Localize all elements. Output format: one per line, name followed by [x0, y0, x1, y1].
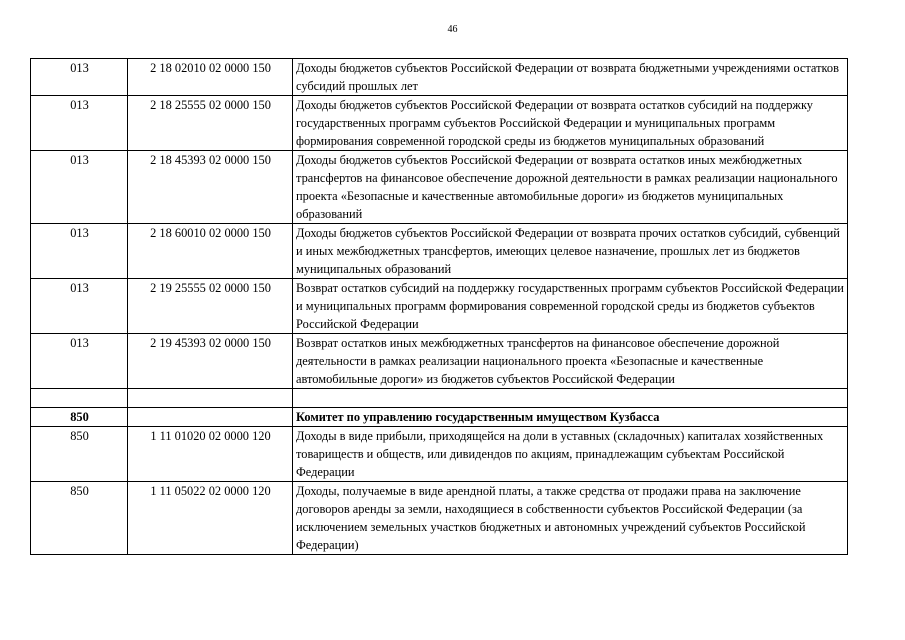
- blank-cell: [293, 389, 848, 408]
- section-title-cell: Комитет по управлению государственным имуществом Кузбасса: [293, 408, 848, 427]
- budget-code-cell: [128, 408, 293, 427]
- admin-code-cell: 850: [31, 427, 128, 482]
- admin-code-cell: 013: [31, 151, 128, 224]
- table-row: [31, 224, 848, 279]
- table-row: [31, 427, 848, 482]
- budget-code-cell: 1 11 01020 02 0000 120: [128, 427, 293, 482]
- admin-code-cell: 013: [31, 59, 128, 96]
- admin-code-cell: 013: [31, 224, 128, 279]
- admin-code-cell: 850: [31, 482, 128, 555]
- budget-code-cell: 1 11 05022 02 0000 120: [128, 482, 293, 555]
- section-header-row: [31, 408, 848, 427]
- table-row: [31, 96, 848, 151]
- revenue-name-cell: Доходы бюджетов субъектов Российской Федерации от возврата остатков иных межбюджетных трансфертов на финансовое обеспечение дорожной деятельности в рамках реализации национального проекта «Безопасные и качественные автомобильные дороги» из бюджетов муниципальных образований: [293, 151, 848, 224]
- revenue-name-cell: Возврат остатков иных межбюджетных трансфертов на финансовое обеспечение дорожной деятельности в рамках реализации национального проекта «Безопасные и качественные автомобильные дороги» из бюджетов субъектов Российской Федерации: [293, 334, 848, 389]
- blank-cell: [31, 389, 128, 408]
- admin-code-cell: 850: [31, 408, 128, 427]
- table-row: [31, 334, 848, 389]
- budget-code-cell: 2 18 45393 02 0000 150: [128, 151, 293, 224]
- table-row: [31, 482, 848, 555]
- revenue-classification-table: [30, 58, 848, 555]
- page-number: 46: [447, 24, 458, 35]
- budget-code-cell: 2 18 02010 02 0000 150: [128, 59, 293, 96]
- revenue-name-cell: Доходы, получаемые в виде арендной платы, а также средства от продажи права на заключение договоров аренды за земли, находящиеся в собственности субъектов Российской Федерации (за исключением земельных участков бюджетных и автономных учреждений субъектов Российской Федерации): [293, 482, 848, 555]
- table-row: [31, 151, 848, 224]
- table-blank-row: [31, 389, 848, 408]
- revenue-name-cell: Доходы бюджетов субъектов Российской Федерации от возврата остатков субсидий на поддержку государственных программ субъектов Российской Федерации и муниципальных программ формирования современной городской среды из бюджетов муниципальных образований: [293, 96, 848, 151]
- budget-code-cell: 2 19 45393 02 0000 150: [128, 334, 293, 389]
- revenue-name-cell: Доходы в виде прибыли, приходящейся на доли в уставных (складочных) капиталах хозяйственных товариществ и обществ, или дивидендов по акциям, принадлежащим субъектам Российской Федерации: [293, 427, 848, 482]
- admin-code-cell: 013: [31, 334, 128, 389]
- table-row: [31, 279, 848, 334]
- blank-cell: [128, 389, 293, 408]
- revenue-name-cell: Доходы бюджетов субъектов Российской Федерации от возврата прочих остатков субсидий, субвенций и иных межбюджетных трансфертов, имеющих целевое назначение, прошлых лет из бюджетов муниципальных образований: [293, 224, 848, 279]
- admin-code-cell: 013: [31, 96, 128, 151]
- revenue-name-cell: Доходы бюджетов субъектов Российской Федерации от возврата бюджетными учреждениями остатков субсидий прошлых лет: [293, 59, 848, 96]
- revenue-name-cell: Возврат остатков субсидий на поддержку государственных программ субъектов Российской Федерации и муниципальных программ формирования современной городской среды из бюджетов субъектов Российской Федерации: [293, 279, 848, 334]
- budget-code-cell: 2 18 25555 02 0000 150: [128, 96, 293, 151]
- table-row: [31, 59, 848, 96]
- admin-code-cell: 013: [31, 279, 128, 334]
- budget-code-cell: 2 18 60010 02 0000 150: [128, 224, 293, 279]
- budget-code-cell: 2 19 25555 02 0000 150: [128, 279, 293, 334]
